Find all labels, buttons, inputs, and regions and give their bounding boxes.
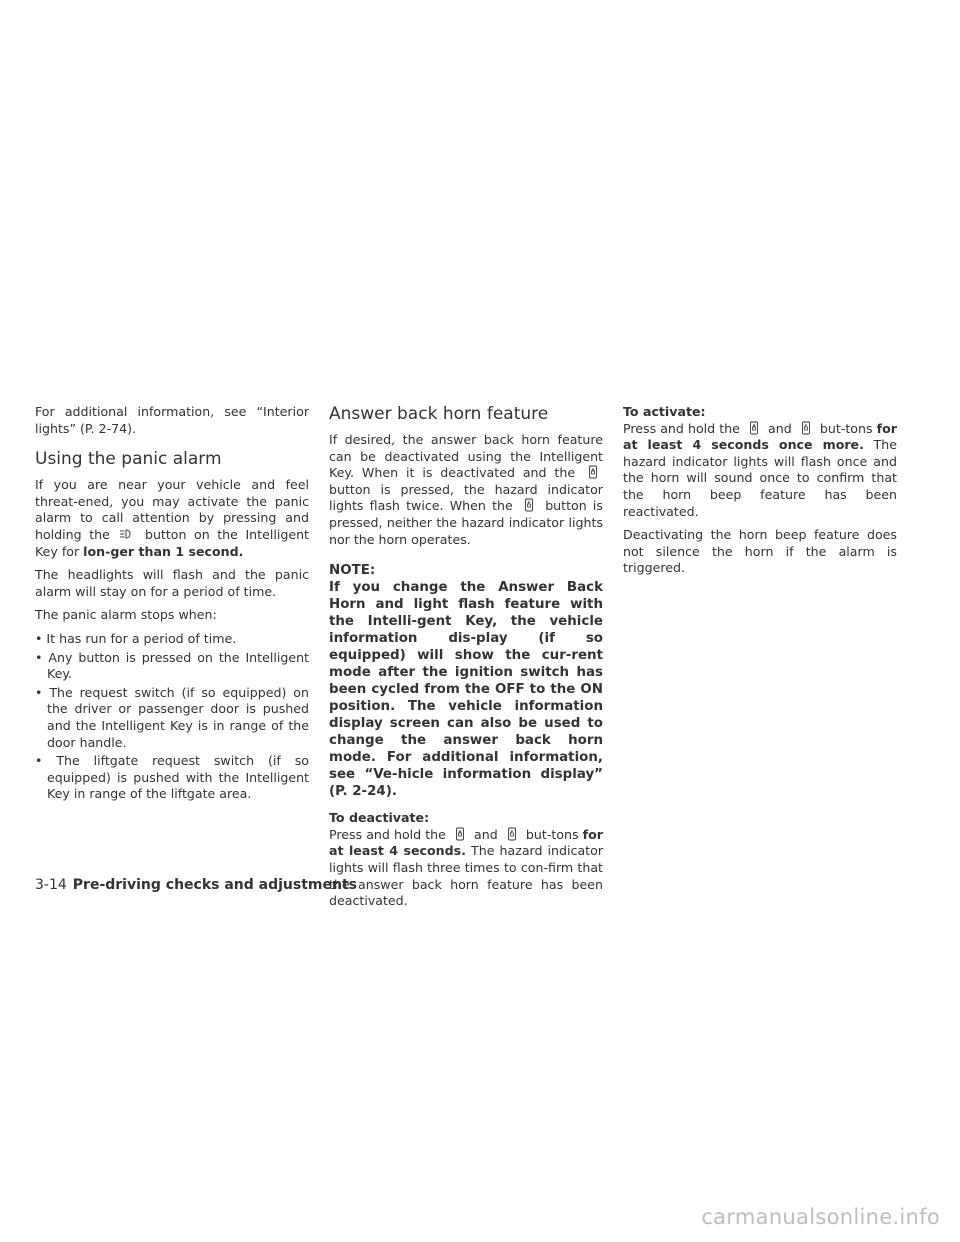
note-text: If you change the Answer Back Horn and light flash feature with the Intelli-gent Key, the vehicle information dis-play (if so equipped) will show the cur-rent mode after the ignition switch has been cycled from the OFF to the ON position. The vehicle information display screen can also be used to change the answer back horn mode. For additional information, see “Ve-hicle information display” (P. 2-24). xyxy=(329,580,603,800)
heading-panic-alarm: Using the panic alarm xyxy=(35,449,222,470)
page-number: 3-14 xyxy=(35,877,67,893)
lock-icon xyxy=(583,465,603,479)
heading-answer-back: Answer back horn feature xyxy=(329,404,549,424)
panic-paragraph-2: The headlights will flash and the panic alarm will stay on for a period of time. xyxy=(35,567,309,599)
activate-paragraph: Press and hold the and but-tons for at least 4 seconds once more. The hazard indicator lights will flash once and the horn will sound once to confirm that the horn beep feature has been reactivated. xyxy=(623,420,897,519)
lock-icon xyxy=(744,421,764,435)
unlock-icon xyxy=(519,498,539,512)
panic-paragraph-3: The panic alarm stops when: xyxy=(35,607,217,623)
section-title: Pre-driving checks and adjustments xyxy=(72,877,357,893)
note-label: NOTE: xyxy=(329,563,376,579)
answer-back-paragraph: If desired, the answer back horn feature can be deactivated using the Intelligent Key. When it is deactivated and the button is pressed, the hazard indicator lights flash twice. When the button is pressed, neither the hazard indicator lights nor the horn operates. xyxy=(329,432,603,547)
list-item: • The request switch (if so equipped) on the driver or passenger door is pushed and the Intelligent Key is in range of the door handle. xyxy=(35,684,309,750)
activate-label: To activate: xyxy=(623,404,706,419)
unlock-icon xyxy=(502,827,522,841)
watermark: carmanualsonline.info xyxy=(701,1205,940,1229)
list-item: • It has run for a period of time. xyxy=(35,630,237,646)
deactivate-label: To deactivate: xyxy=(329,810,430,826)
horn-beep-paragraph: Deactivating the horn beep feature does not silence the horn if the alarm is triggered. xyxy=(623,527,897,576)
column-left xyxy=(35,404,309,805)
panic-paragraph-1: If you are near your vehicle and feel threat-ened, you may activate the panic alarm to call attention by pressing and holding the button on the Intelligent Key for lon-ger than 1 second. xyxy=(35,477,309,559)
column-right xyxy=(623,404,897,584)
panic-icon xyxy=(117,527,137,541)
column-middle xyxy=(329,404,603,917)
page-footer xyxy=(35,877,357,893)
lock-icon xyxy=(450,827,470,841)
intro-paragraph: For additional information, see “Interior lights” (P. 2-74). xyxy=(35,404,309,436)
panic-stop-list xyxy=(35,631,309,803)
list-item: • Any button is pressed on the Intelligent Key. xyxy=(35,649,309,682)
list-item: • The liftgate request switch (if so equipped) is pushed with the Intelligent Key in range of the liftgate area. xyxy=(35,753,309,802)
deactivate-paragraph: Press and hold the and but-tons for at least 4 seconds. The hazard indicator lights will flash three times to con-firm that the answer back horn feature has been deactivated. xyxy=(329,826,603,909)
unlock-icon xyxy=(796,421,816,435)
